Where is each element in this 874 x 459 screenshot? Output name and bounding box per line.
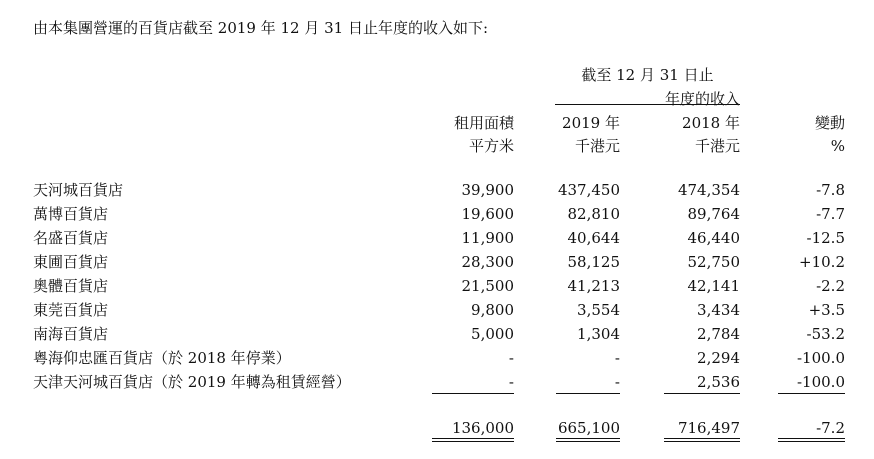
- subtotal-rule-2018: [664, 393, 740, 394]
- cell-area: 11,900: [461, 229, 514, 247]
- total-double-rule-2018: [664, 441, 740, 442]
- row-name: 東莞百貨店: [33, 301, 109, 319]
- col-unit-change: %: [830, 137, 845, 155]
- total-area: 136,000: [451, 419, 514, 437]
- cell-2019: 40,644: [567, 229, 620, 247]
- row-name: 天河城百貨店: [33, 181, 124, 199]
- row-name: 奧體百貨店: [33, 277, 109, 295]
- cell-2018: 3,434: [697, 301, 740, 319]
- col-unit-area: 平方米: [468, 137, 514, 155]
- cell-2019: 437,450: [557, 181, 620, 199]
- cell-area: 39,900: [461, 181, 514, 199]
- total-2019: 665,100: [557, 419, 620, 437]
- row-name: 粵海仰忠匯百貨店（於 2018 年停業）: [33, 349, 291, 367]
- row-name: 南海百貨店: [33, 325, 109, 343]
- col-header-2019: 2019 年: [562, 114, 620, 132]
- total-double-rule-2019: [556, 441, 620, 442]
- subtotal-rule-area: [432, 393, 514, 394]
- cell-area: 28,300: [461, 253, 514, 271]
- cell-2019: 41,213: [567, 277, 620, 295]
- cell-2018: 2,536: [697, 373, 740, 391]
- row-name: 名盛百貨店: [33, 229, 109, 247]
- cell-2018: 46,440: [687, 229, 740, 247]
- subtotal-rule-2019: [556, 393, 620, 394]
- total-rule-change: [778, 438, 845, 439]
- cell-2018: 89,764: [687, 205, 740, 223]
- subtotal-rule-change: [778, 393, 845, 394]
- cell-area: -: [508, 349, 514, 367]
- row-name: 萬博百貨店: [33, 205, 109, 223]
- cell-change: -12.5: [806, 229, 845, 247]
- total-rule-2019: [556, 438, 620, 439]
- cell-change: +10.2: [799, 253, 845, 271]
- cell-2019: 1,304: [577, 325, 620, 343]
- cell-2018: 52,750: [687, 253, 740, 271]
- group-header-line1: 截至 12 月 31 日止: [581, 66, 714, 84]
- cell-2018: 2,294: [697, 349, 740, 367]
- cell-2019: 58,125: [567, 253, 620, 271]
- cell-2018: 2,784: [697, 325, 740, 343]
- cell-change: +3.5: [808, 301, 845, 319]
- col-unit-2019: 千港元: [574, 137, 620, 155]
- col-header-area: 租用面積: [453, 114, 514, 132]
- row-name: 東圃百貨店: [33, 253, 109, 271]
- cell-2019: 3,554: [577, 301, 620, 319]
- group-header-line2: 年度的收入: [664, 90, 740, 108]
- group-header-underline: [555, 104, 740, 105]
- cell-change: -100.0: [796, 373, 845, 391]
- col-header-2018: 2018 年: [682, 114, 740, 132]
- total-double-rule-change: [778, 441, 845, 442]
- row-name: 天津天河城百貨店（於 2019 年轉為租賃經營）: [33, 373, 351, 391]
- cell-change: -2.2: [816, 277, 845, 295]
- col-header-change: 變動: [814, 114, 845, 132]
- total-rule-2018: [664, 438, 740, 439]
- cell-2019: -: [614, 373, 620, 391]
- cell-area: 5,000: [471, 325, 514, 343]
- cell-2018: 474,354: [677, 181, 740, 199]
- cell-change: -7.8: [816, 181, 845, 199]
- total-double-rule-area: [432, 441, 514, 442]
- cell-area: 19,600: [461, 205, 514, 223]
- cell-change: -100.0: [796, 349, 845, 367]
- cell-2019: 82,810: [567, 205, 620, 223]
- total-change: -7.2: [816, 419, 845, 437]
- cell-2018: 42,141: [687, 277, 740, 295]
- cell-area: 9,800: [471, 301, 514, 319]
- total-rule-area: [432, 438, 514, 439]
- cell-area: -: [508, 373, 514, 391]
- cell-2019: -: [614, 349, 620, 367]
- cell-change: -53.2: [806, 325, 845, 343]
- col-unit-2018: 千港元: [694, 137, 740, 155]
- total-2018: 716,497: [677, 419, 740, 437]
- cell-area: 21,500: [461, 277, 514, 295]
- cell-change: -7.7: [816, 205, 845, 223]
- intro-text: 由本集團營運的百貨店截至 2019 年 12 月 31 日止年度的收入如下:: [33, 19, 489, 37]
